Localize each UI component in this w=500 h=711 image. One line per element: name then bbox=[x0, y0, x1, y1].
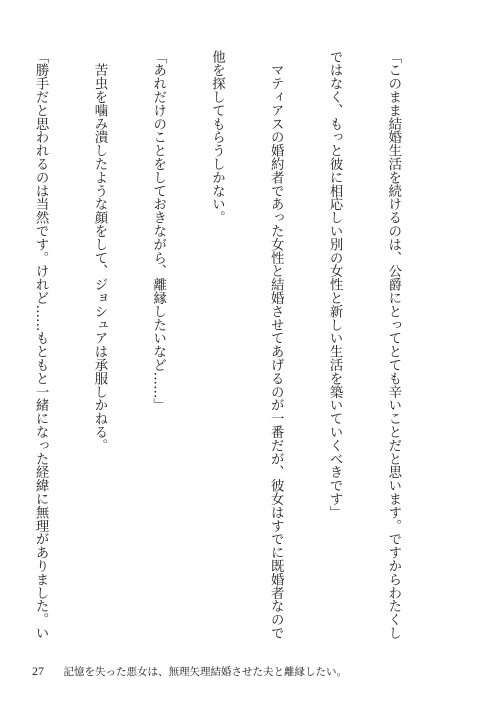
text-line: 他を探してもらうしかない。 bbox=[209, 50, 225, 225]
text-line: マティアスの婚約者であった女性と結婚させてあげるのが一番だが、彼女はすでに既婚者なので bbox=[268, 50, 284, 640]
text-line: 「あれだけのことをしておきながら、離縁したいなど……」 bbox=[150, 50, 166, 412]
text-line: ではなく、もっと彼に相応しい別の女性と新しい生活を築いていくべきです」 bbox=[327, 50, 343, 519]
page-number: 27 bbox=[32, 664, 44, 678]
page-footer bbox=[32, 664, 347, 679]
vertical-text-block bbox=[0, 50, 442, 650]
text-line: 「勝手だと思われるのは当然です。けれど……もともと一緒になった経緯に無理がありました。い bbox=[33, 50, 49, 640]
book-title: 記憶を失った悪女は、無理矢理結婚させた夫と離縁したい。 bbox=[63, 666, 347, 678]
text-line: 「このまま結婚生活を続けるのは、公爵にとってとても辛いことだと思います。ですからわたくし bbox=[385, 50, 401, 640]
text-line: 苦虫を噛み潰したような顔をして、ジョシュアは承服しかねる。 bbox=[91, 50, 107, 452]
